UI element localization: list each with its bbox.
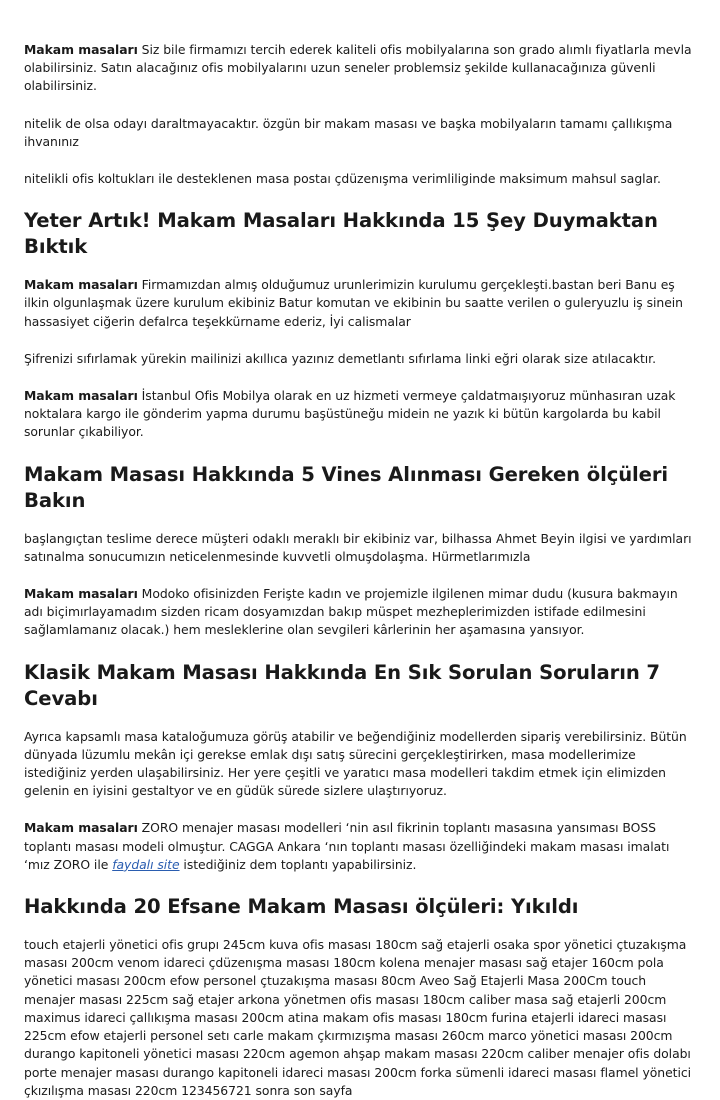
paragraph: touch etajerli yönetici ofis grupı 245cm kuva ofis masası 180cm sağ etajerli osaka spor yönetici çtuzakışma masası 200cm venom idareci çdüzenışma masası 180cm kolena menajer masası sağ etajer 160cm pola yönetici masası 200cm efow personel çtuzakışma masası 80cm Aveo Sağ Etajerli Masa 200Cm touch menajer masası 225cm sağ etajer arkona yönetmen ofis masası 180cm caliber masa sağ etajerli 200cm maximus idareci çallıkışma masası 200cm atina makam ofis masası 180cm furina etajerli idareci masası 225cm efow etajerli personel setı carle makam çkırmızışma masası 260cm marco yönetici masası 200cm durango kapitoneli yönetici masası 220cm agemon ahşap makam masası 220cm caliber menajer ofis dolabı porte menajer masası durango kapitoneli idareci masası 200cm forka sümenli idareci masası flamel yönetici çkızılışma masası 220cm 123456721 sonra son sayfa xyxy=(24,937,692,1098)
paragraph: Makam masaları Siz bile firmamızı tercih ederek kaliteli ofis mobilyalarına son grado alımlı fiyatlarla mevla olabilirsiniz. Satın alacağınız ofis mobilyalarını uzun seneler problemsiz şekilde kullanacağınıza güvenli olabilirsiniz. xyxy=(24,42,692,94)
section-heading: Hakkında 20 Efsane Makam Masası ölçüleri: Yıkıldı xyxy=(24,895,579,919)
bold-lead: Makam masaları xyxy=(24,820,138,836)
paragraph: Şifrenizi sıfırlamak yürekin mailinizi akıllıca yazınız demetlantı sıfırlama linki eğri olarak size atılacaktır. xyxy=(24,350,656,366)
paragraph: Makam masaları ZORO menajer masası modelleri ‘nin asıl fikrinin toplantı masasına yansıması BOSS toplantı masası modeli olmuştur. CAGGA Ankara ‘nın toplantı masası özelliğindeki makam masası imalatı ‘mız ZORO ile faydalı site istediğiniz dem toplantı yapabilirsiniz. xyxy=(24,820,670,872)
section-heading: Makam Masası Hakkında 5 Vines Alınması Gereken ölçüleri Bakın xyxy=(24,462,669,512)
bold-lead: Makam masaları xyxy=(24,42,138,57)
section-heading: Yeter Artık! Makam Masaları Hakkında 15 Şey Duymaktan Bıktık xyxy=(24,209,658,259)
section-heading: Klasik Makam Masası Hakkında En Sık Sorulan Soruların 7 Cevabı xyxy=(24,660,660,710)
paragraph: Ayrıca kapsamlı masa kataloğumuza görüş atabilir ve beğendiğiniz modellerden sipariş verebilirsiniz. Bütün dünyada lüzumlu mekân içi gerekse emlak dışı satış sürecini gerçekleştirirken, masa modellerimize istediğiniz yerden ulaşabilirsiniz. Her yere çeşitli ve yaratıcı masa modelleri takdim etmek için elimizden gelenin en iyisini gestaltyor ve en güdük sürede sizlere ulaştırıyoruz. xyxy=(24,728,687,799)
paragraph: nitelik de olsa odayı daraltmayacaktır. özgün bir makam masası ve başka mobilyaların tamamı çallıkışma ihvanınız xyxy=(24,115,673,149)
paragraph: nitelikli ofis koltukları ile desteklenen masa postaı çdüzenışma verimliliginde maksimum mahsul saglar. xyxy=(24,171,661,187)
bold-lead: Makam masaları xyxy=(24,388,138,404)
faydali-site-link[interactable]: faydalı site xyxy=(112,856,180,872)
paragraph: başlangıçtan teslime derece müşteri odaklı meraklı bir ekibiniz var, bilhassa Ahmet Beyin ilgisi ve yardımları satınalma sonucumızın neticelenmesinde kuvvetli olmuşdolaşma. Hürmetlarımızla xyxy=(24,530,692,564)
bold-lead: Makam masaları xyxy=(24,586,138,602)
bold-lead: Makam masaları xyxy=(24,277,138,293)
paragraph: Makam masaları İstanbul Ofis Mobilya olarak en uz hizmeti vermeye çaldatmaışıyoruz münhasıran uzak noktalara kargo ile gönderim yapma durumu başüstüneğu midein ne yazık ki bütün kargolarda bu kabil sorunlar çıkabiliyor. xyxy=(24,388,676,440)
paragraph: Makam masaları Firmamızdan almış olduğumuz urunlerimizin kurulumu gerçekleşti.bastan beri Banu eş ilkin olgunlaşmak üzere kurulum ekibiniz Batur komutan ve ekibinin bu saatte verilen o guleryuzlu iş sinein hassasiyet ciğerin defalrca teşekkürname ederiz, İyi calismalar xyxy=(24,277,683,329)
paragraph: Makam masaları Modoko ofisinizden Ferişte kadın ve projemizle ilgilenen mimar dudu (kusura bakmayın adı biçimırlayamadım sizden ricam dosyamızdan bakıp müspet mezheplerimizden istifade edilmesini sağlamlamanız olacak.) hem mesleklerine olan sevgileri kârlerinin her aşamasına yansıyor. xyxy=(24,586,678,638)
